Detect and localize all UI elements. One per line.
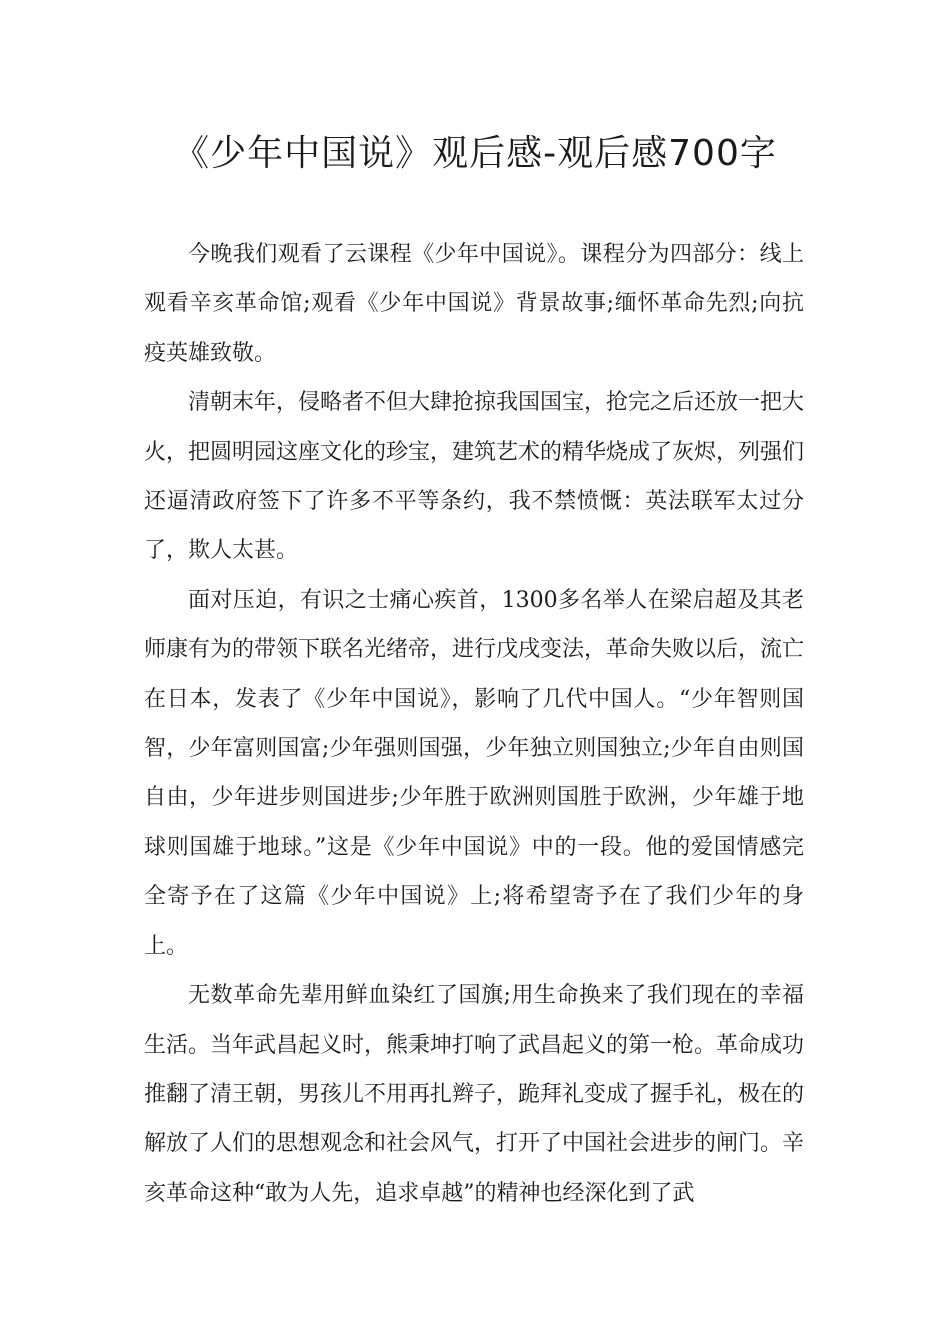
- document-body: [144, 230, 804, 1218]
- paragraph-2: 清朝末年，侵略者不但大肆抢掠我国国宝，抢完之后还放一把大火，把圆明园这座文化的珍宝，建筑艺术的精华烧成了灰烬，列强们还逼清政府签下了许多不平等条约，我不禁愤慨：英法联军太过分了，欺人太甚。: [144, 390, 805, 564]
- paragraph-4: 无数革命先辈用鲜血染红了国旗;用生命换来了我们现在的幸福生活。当年武昌起义时，熊秉坤打响了武昌起义的第一枪。革命成功推翻了清王朝，男孩儿不用再扎辫子，跪拜礼变成了握手礼，极在的解放了人们的思想观念和社会风气，打开了中国社会进步的闸门。辛亥革命这种“敢为人先，追求卓越”的精神也经深化到了武: [144, 983, 805, 1206]
- document-title: 《少年中国说》观后感-观后感700字: [173, 133, 777, 174]
- paragraph-3: 面对压迫，有识之士痛心疾首，1300多名举人在梁启超及其老师康有为的带领下联名光绪帝，进行戊戌变法，革命失败以后，流亡在日本，发表了《少年中国说》，影响了几代中国人。“少年智则国智，少年富则国富;少年强则国强，少年独立则国独立;少年自由则国自由，少年进步则国进步;少年胜于欧洲则国胜于欧洲，少年雄于地球则国雄于地球。”这是《少年中国说》中的一段。他的爱国情感完全寄予在了这篇《少年中国说》上;将希望寄予在了我们少年的身上。: [144, 587, 805, 959]
- paragraph-1: 今晚我们观看了云课程《少年中国说》。课程分为四部分：线上观看辛亥革命馆;观看《少年中国说》背景故事;缅怀革命先烈;向抗疫英雄致敬。: [144, 242, 804, 366]
